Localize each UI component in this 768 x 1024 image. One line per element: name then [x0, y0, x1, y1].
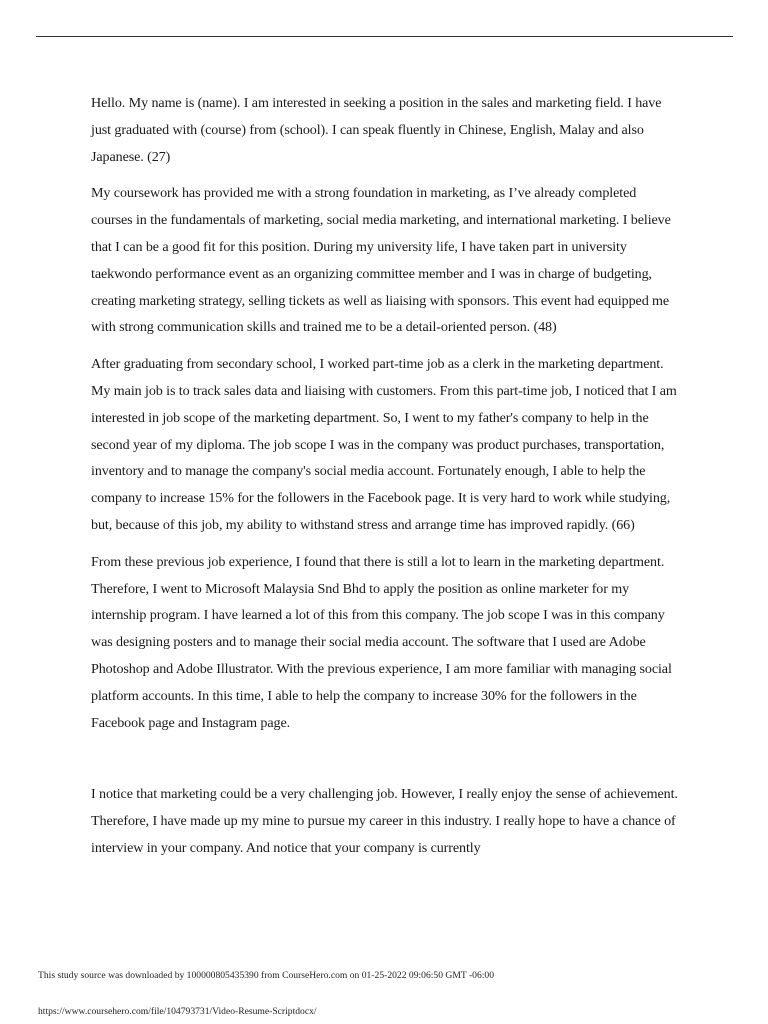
download-source-note: This study source was downloaded by 100000805435390 from CourseHero.com on 01-25-2022 09:06:50 GMT -06:00 [38, 970, 495, 981]
document-body [91, 90, 681, 862]
paragraph-introduction: Hello. My name is (name). I am interested in seeking a position in the sales and marketing field. I have just graduated with (course) from (school). I can speak fluently in Chinese, English, Malay and also Japanese. (27) [91, 95, 662, 165]
source-url[interactable]: https://www.coursehero.com/file/104793731/Video-Resume-Scriptdocx/ [38, 1006, 317, 1017]
header-divider [36, 36, 733, 37]
paragraph-coursework: My coursework has provided me with a strong foundation in marketing, as I’ve already completed courses in the fundamentals of marketing, social media marketing, and international marketing. I believe that I can be a good fit for this position. During my university life, I have taken part in university taekwondo performance event as an organizing committee member and I was in charge of budgeting, creating marketing strategy, selling tickets as well as liaising with sponsors. This event had equipped me with strong communication skills and trained me to be a detail-oriented person. (48) [91, 185, 671, 336]
paragraph-part-time-experience: After graduating from secondary school, I worked part-time job as a clerk in the marketing department. My main job is to track sales data and liaising with customers. From this part-time job, I noticed that I am interested in job scope of the marketing department. So, I went to my father's company to help in the second year of my diploma. The job scope I was in the company was product purchases, transportation, inventory and to manage the company's social media account. Fortunately enough, I able to help the company to increase 15% for the followers in the Facebook page. It is very hard to work while studying, but, because of this job, my ability to withstand stress and arrange time has improved rapidly. (66) [91, 356, 677, 533]
paragraph-internship: From these previous job experience, I found that there is still a lot to learn in the marketing department. Therefore, I went to Microsoft Malaysia Snd Bhd to apply the position as online marketer for my internship program. I have learned a lot of this from this company. The job scope I was in this company was designing posters and to manage their social media account. The software that I used are Adobe Photoshop and Adobe Illustrator. With the previous experience, I am more familiar with managing social platform accounts. In this time, I able to help the company to increase 30% for the followers in the Facebook page and Instagram page. [91, 553, 672, 731]
paragraph-closing: I notice that marketing could be a very challenging job. However, I really enjoy the sense of achievement. Therefore, I have made up my mine to pursue my career in this industry. I really hope to have a chance of interview in your company. And notice that your company is currently [91, 786, 678, 856]
